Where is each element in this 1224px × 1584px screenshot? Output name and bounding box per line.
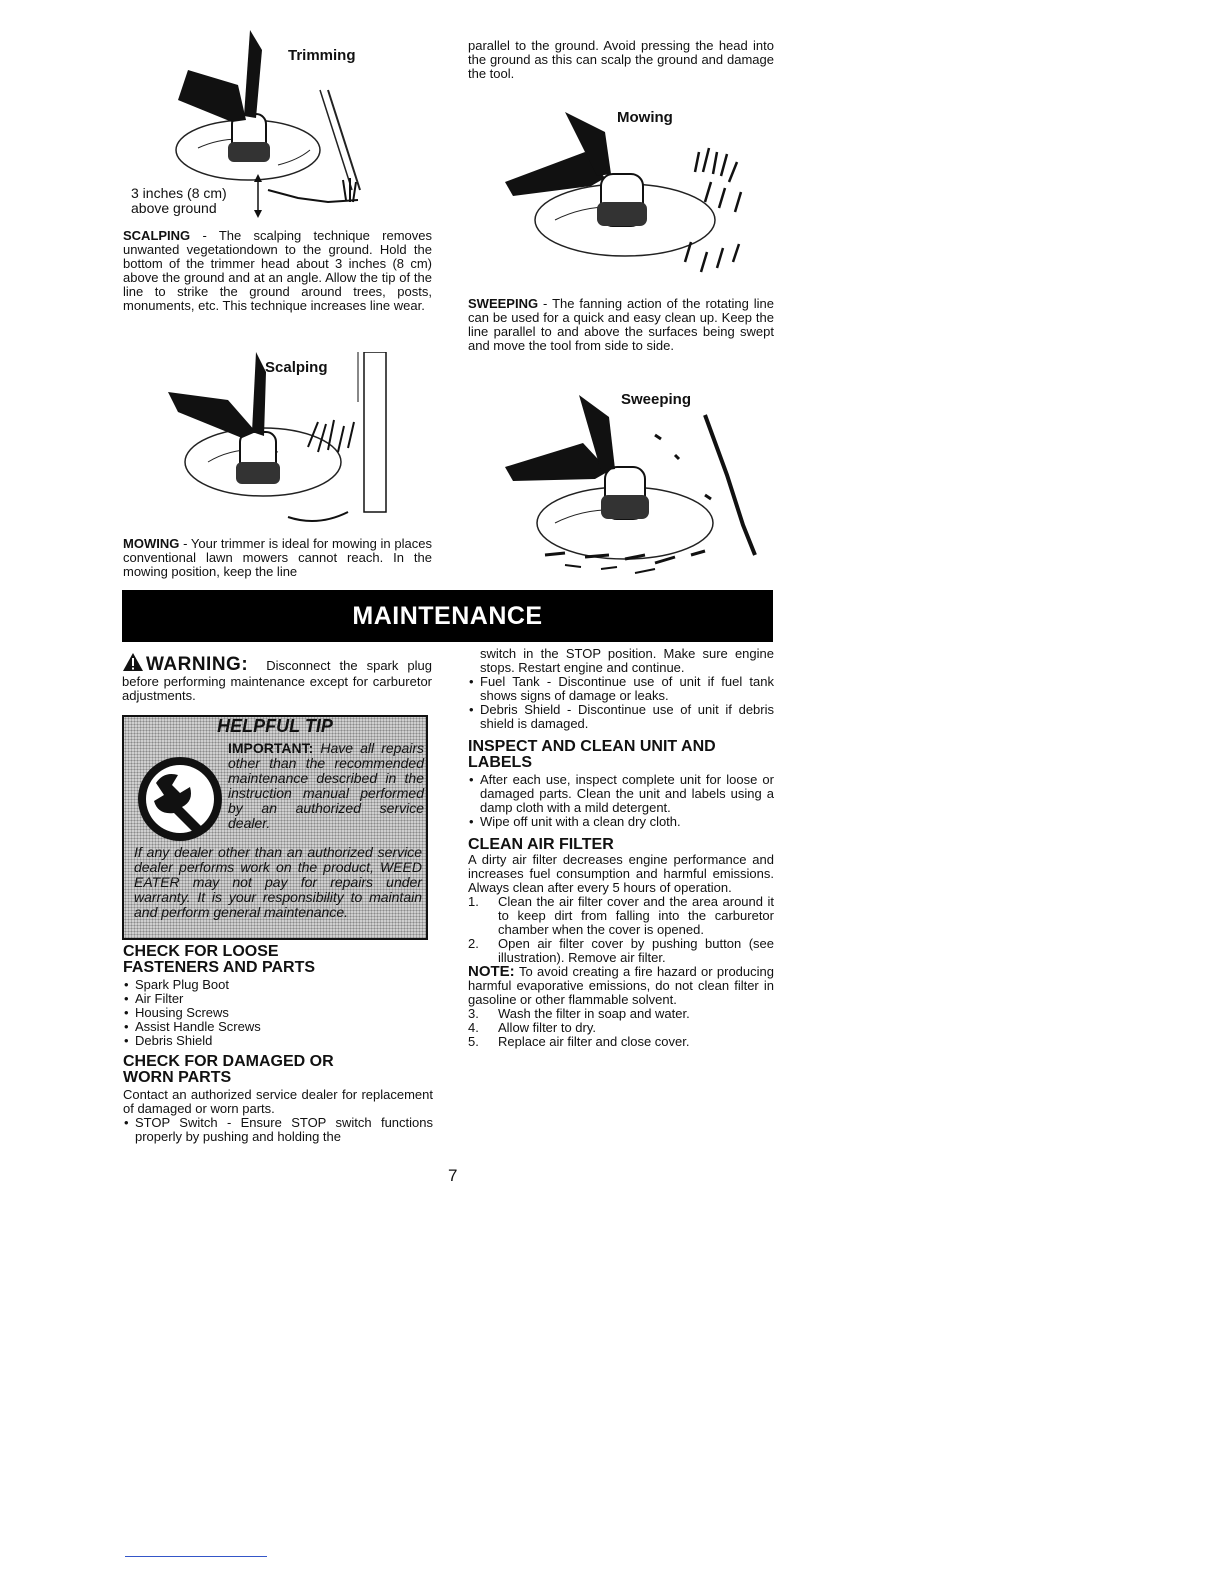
warning-text: Disconnect the spark plug before performing maintenance except for carburetor adjustments.	[122, 658, 432, 703]
check-loose-list	[123, 978, 433, 1048]
step-number: 4.	[468, 1020, 479, 1035]
scalping-text: - The scalping technique removes unwanted vegetationdown to the ground. Hold the bottom of the trimmer head about 3 inches (8 cm) above the ground and at an angle. Allow the tip of the line to strike the ground around trees, posts, monuments, etc. This technique increases line wear.	[123, 228, 432, 313]
check-damaged-list	[123, 1116, 433, 1144]
warning-block	[122, 652, 432, 703]
list-item: • Debris Shield - Discontinue use of unit if debris shield is damaged.	[468, 703, 774, 731]
helpful-tip-title: HELPFUL TIP	[217, 716, 333, 736]
step-number: 2.	[468, 936, 479, 951]
trimming-figure-label: Trimming	[288, 47, 356, 64]
stop-switch-continued: switch in the STOP position. Make sure engine stops. Restart engine and continue.	[480, 646, 774, 675]
sweeping-paragraph	[468, 297, 774, 353]
scalping-figure-label: Scalping	[265, 359, 328, 376]
wrench-icon	[134, 753, 226, 848]
step-text: Wash the filter in soap and water.	[498, 1006, 690, 1021]
check-loose-heading-2: FASTENERS AND PARTS	[123, 959, 316, 976]
trimming-note-line1: 3 inches (8 cm)	[131, 185, 227, 201]
list-item: • Spark Plug Boot	[123, 978, 433, 992]
helpful-tip-text-2: If any dealer other than an authorized service dealer performs work on the product, WEED EATER may not pay for repairs under warranty. It is your responsibility to maintain and perform general maintenance.	[134, 844, 422, 920]
sweeping-figure-label: Sweeping	[621, 391, 692, 408]
list-item: • Air Filter	[123, 992, 433, 1006]
list-item: • Assist Handle Screws	[123, 1020, 433, 1034]
sweeping-illustration	[505, 395, 770, 585]
check-damaged-heading-2: WORN PARTS	[123, 1069, 232, 1086]
left-top-column	[123, 229, 432, 313]
right-top-column	[468, 39, 774, 81]
sweeping-column	[468, 297, 774, 353]
mowing-illustration	[505, 112, 765, 292]
helpful-tip-first-text	[228, 741, 424, 831]
mowing-lead: MOWING	[123, 536, 180, 551]
list-item	[468, 1035, 774, 1049]
step-number: 1.	[468, 894, 479, 909]
list-item	[468, 1007, 774, 1021]
check-loose-heading-1: CHECK FOR LOOSE	[123, 943, 279, 960]
step-text: Open air filter cover by pushing button (see illustration). Remove air filter.	[498, 936, 774, 965]
mowing-continued-paragraph: parallel to the ground. Avoid pressing the head into the ground as this can scalp the ground and damage the tool.	[468, 38, 774, 81]
warning-triangle-icon	[122, 652, 144, 675]
inspect-heading-2: LABELS	[468, 754, 532, 771]
page-number: 7	[448, 1166, 458, 1185]
list-item: • Fuel Tank - Discontinue use of unit if fuel tank shows signs of damage or leaks.	[468, 675, 774, 703]
warning-heading: WARNING:	[146, 654, 249, 675]
check-loose-section	[123, 944, 433, 1144]
step-number: 5.	[468, 1034, 479, 1049]
note-heading: NOTE:	[468, 963, 515, 980]
scalping-illustration	[168, 352, 438, 532]
maintenance-banner: MAINTENANCE	[122, 590, 773, 642]
step-text: Clean the air filter cover and the area around it to keep dirt from falling into the carburetor chamber when the cover is opened.	[498, 894, 774, 937]
list-item: • After each use, inspect complete unit for loose or damaged parts. Clean the unit and labels using a damp cloth with a mild detergent.	[468, 773, 774, 815]
list-item: • Debris Shield	[123, 1034, 433, 1048]
list-item: • Housing Screws	[123, 1006, 433, 1020]
scalping-lead: SCALPING	[123, 228, 191, 243]
inspect-heading-1: INSPECT AND CLEAN UNIT AND	[468, 738, 716, 755]
air-filter-steps-b	[468, 1007, 774, 1049]
helpful-tip-important: IMPORTANT:	[228, 740, 314, 756]
trimming-note-line2: above ground	[131, 200, 217, 216]
step-text: Replace air filter and close cover.	[498, 1034, 690, 1049]
air-filter-heading: CLEAN AIR FILTER	[468, 836, 614, 853]
check-damaged-text: Contact an authorized service dealer for replacement of damaged or worn parts.	[123, 1087, 433, 1116]
list-item: • Wipe off unit with a clean dry cloth.	[468, 815, 774, 829]
trimming-note	[131, 186, 261, 216]
mowing-text: - Your trimmer is ideal for mowing in places conventional lawn mowers cannot reach. In the mowing position, keep the line	[123, 536, 432, 579]
helpful-tip-box	[122, 715, 428, 940]
footer-divider	[125, 1556, 267, 1557]
air-filter-note	[468, 965, 774, 1007]
inspect-list	[468, 773, 774, 829]
sweeping-text: - The fanning action of the rotating line can be used for a quick and easy clean up. Keep the line parallel to and above the surfaces being swept and move the tool from side to side.	[468, 296, 774, 353]
list-item	[468, 937, 774, 965]
scalping-paragraph	[123, 229, 432, 313]
right-bottom-column	[468, 647, 774, 1049]
sweeping-lead: SWEEPING	[468, 296, 539, 311]
check-damaged-heading-1: CHECK FOR DAMAGED OR	[123, 1053, 334, 1070]
warning-paragraph	[122, 652, 432, 703]
air-filter-steps-a	[468, 895, 774, 965]
helpful-tip-text-1: Have all repairs other than the recommended maintenance described in the instruction manual performed by an authorized service dealer.	[228, 740, 425, 831]
damaged-items-list	[468, 675, 774, 731]
step-text: Allow filter to dry.	[498, 1020, 597, 1035]
mowing-paragraph	[123, 537, 432, 579]
step-number: 3.	[468, 1006, 479, 1021]
list-item: • STOP Switch - Ensure STOP switch functions properly by pushing and holding the	[123, 1116, 433, 1144]
list-item	[468, 895, 774, 937]
list-item	[468, 1021, 774, 1035]
air-filter-intro: A dirty air filter decreases engine performance and increases fuel consumption and harmful emissions. Always clean after every 5 hours of operation.	[468, 852, 774, 895]
mowing-column	[123, 537, 432, 579]
note-text: To avoid creating a fire hazard or producing harmful evaporative emissions, do not clean filter in gasoline or other flammable solvent.	[468, 964, 774, 1007]
mowing-figure-label: Mowing	[617, 109, 673, 126]
